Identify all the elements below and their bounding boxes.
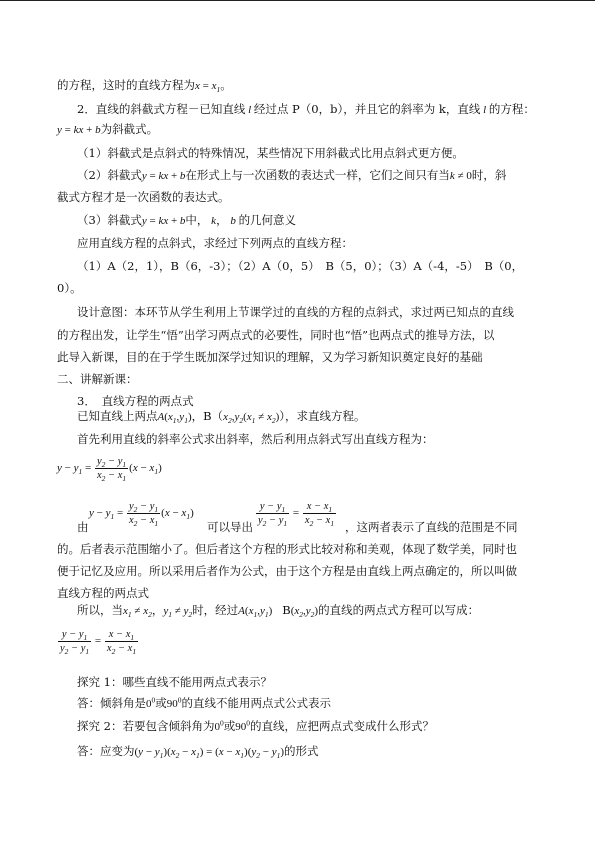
text: 。 (220, 78, 232, 92)
text-line-19-mid (207, 519, 253, 535)
text-line-27 (77, 718, 434, 735)
text-line-17: 首先利用直线的斜率公式求出斜率，然后利用点斜式写出直线方程为： (77, 432, 434, 446)
text: 的直线，应把两点式变成什么形式？ (249, 719, 434, 733)
text-line-2 (77, 101, 535, 118)
text: ，B（ (191, 409, 224, 423)
text-line-6: 截式方程才是一次函数的表达式。 (57, 190, 230, 204)
text: 在形式上与一次函数的表达式一样，它们之间只有当 (185, 168, 450, 182)
formula-x1-neq-x2: $(x_1 \ne x_2)$ (243, 411, 280, 426)
text: 的方程，这时的直线方程为 (57, 78, 195, 92)
text: 的方程： (488, 102, 535, 116)
formula-slope-intercept: y = kx + b (57, 124, 101, 136)
symbol-b: b (227, 215, 239, 227)
formula-product-form: $(y - y_1)(x_2 - x_1) = (x - x_1)(y_2 - y_1)$ (134, 746, 285, 761)
formula-point-b: $x_2,y_2$ (223, 411, 244, 426)
text-line-25: 探究 1：哪些直线不能用两点式表示？ (77, 675, 272, 689)
formula-zero-degrees: $0^0$ (146, 695, 156, 710)
text: 的直线的两点式方程可以写成： (318, 603, 480, 617)
text: 为斜截式。 (100, 122, 159, 136)
text: 的直线不能用两点式公式表示 (181, 696, 331, 710)
text-line-9: （1）A（2，1），B（6，-3）；（2）A（0，5） B（5，0）；（3）A（-4，-5） B（0， (77, 259, 524, 273)
formula-slope-intercept: y = kx + b (141, 170, 186, 182)
text: B (282, 603, 291, 617)
text-line-10: 0）。 (57, 281, 82, 295)
text: 所以，当 (77, 603, 123, 617)
equation-two-point-form: $\frac{y - y_1}{y_2 - y_1}$ = $\frac{x - x_1}{x_2 - x_1}$ (60, 629, 137, 657)
symbol-l: l (480, 104, 489, 116)
text-line-22: 直线方程的两点式 (57, 586, 149, 600)
text: 由 (77, 520, 89, 534)
text: 或 (155, 696, 167, 710)
text: ），求直线方程。 (279, 409, 366, 423)
text: 经过点 P（0，b），并且它的斜率为 k，直线 (253, 102, 481, 116)
formula-slope-intercept: y = kx + b (141, 215, 186, 227)
text-line-21: 便于记忆及应用。所以采用后者作为公式，由于这个方程是由直线上两点确定的，所以叫做 (57, 564, 517, 578)
text: 或 (223, 719, 236, 733)
text: ，这两者表示了直线的范围是不同 (345, 520, 518, 534)
text-line-16 (77, 408, 366, 425)
equation-point-slope-two-points: $y - y_1$ = $\frac{y_2 - y_1}{x_2 - x_1}$ $(x - x_1)$ (57, 456, 162, 484)
text-line-11: 设计意图：本环节从学生利用上节课学过的直线的方程的点斜式，求过两已知点的直线 (77, 305, 514, 319)
formula-x1-neq-x2: $x_1 \ne x_2$ (123, 605, 152, 620)
text-line-23 (77, 602, 479, 619)
text: 答：倾斜角是 (77, 696, 146, 710)
text: 中， (185, 213, 209, 227)
formula-point-b: $(x_2,y_2)$ (290, 605, 319, 620)
text: ， (151, 603, 164, 617)
section-heading: 二、讲解新课： (57, 372, 138, 386)
formula-y1-neq-y2: $y_1 \ne y_2$ (163, 605, 193, 620)
formula-ninety-degrees: $90^0$ (235, 718, 250, 733)
equation-two-point-inline: $\frac{y - y_1}{y_2 - y_1}$ = $\frac{x - x_1}{x_2 - x_1}$ (258, 501, 335, 529)
text-line-1 (57, 77, 232, 94)
text-line-3 (57, 121, 158, 138)
formula: = $x_1$ (199, 80, 221, 95)
formula-ninety-degrees: $90^0$ (166, 695, 182, 710)
page-top-rule (0, 0, 595, 1)
formula-zero-degrees: $0^0$ (214, 718, 224, 733)
equation-point-slope-inline: $y - y_1$ = $\frac{y_2 - y_1}{x_2 - x_1}$ $(x - x_1)$ (89, 501, 194, 529)
text: 已知直线上两点 (77, 409, 158, 423)
text-line-8: 应用直线方程的点斜式，求经过下列两点的直线方程： (77, 236, 353, 250)
symbol-k: k (208, 215, 217, 227)
text: 的形式 (284, 744, 319, 758)
text: 时，斜 (471, 168, 507, 182)
formula-point-a: $A(x_1,y_1)$ (157, 411, 192, 426)
text: 探究 2：若要包含倾斜角为 (77, 719, 215, 733)
text: ， (216, 213, 228, 227)
formula-k-neq-0: k ≠ 0 (449, 170, 472, 182)
text-line-4: （1）斜截式是点斜式的特殊情况，某些情况下用斜截式比用点斜式更方便。 (77, 146, 464, 160)
text-line-12: 的方程出发，让学生“悟”出学习两点式的必要性，同时也“悟”也两点式的推导方法，以 (57, 328, 495, 342)
text: （3）斜截式 (77, 213, 142, 227)
text: 答：应变为 (77, 744, 135, 758)
text-line-5 (77, 167, 506, 184)
text-line-7 (77, 212, 296, 229)
text-line-13: 此导入新课，目的在于学生既加深学过知识的理解，又为学习新知识奠定良好的基础 (57, 350, 483, 364)
formula-point-a: $A(x_1,y_1)$ (238, 605, 273, 620)
text: 可以导出 (207, 520, 253, 534)
symbol-l: l (245, 104, 254, 116)
formula-x-eq-x1: x (195, 80, 200, 92)
text-line-26 (77, 695, 331, 712)
text-line-20: 的。后者表示范围缩小了。但后者这个方程的形式比较对称和美观，体现了数学美，同时也 (57, 542, 517, 556)
text-line-19-suffix (345, 519, 518, 535)
text: 2．直线的斜截式方程－已知直线 (77, 102, 246, 116)
text-line-28 (77, 743, 319, 760)
subsection-heading: 3． 直线方程的两点式 (77, 394, 194, 408)
text: 的几何意义 (238, 213, 297, 227)
text-line-19-prefix (77, 519, 89, 535)
text: （2）斜截式 (77, 168, 142, 182)
text: 时，经过 (192, 603, 239, 617)
